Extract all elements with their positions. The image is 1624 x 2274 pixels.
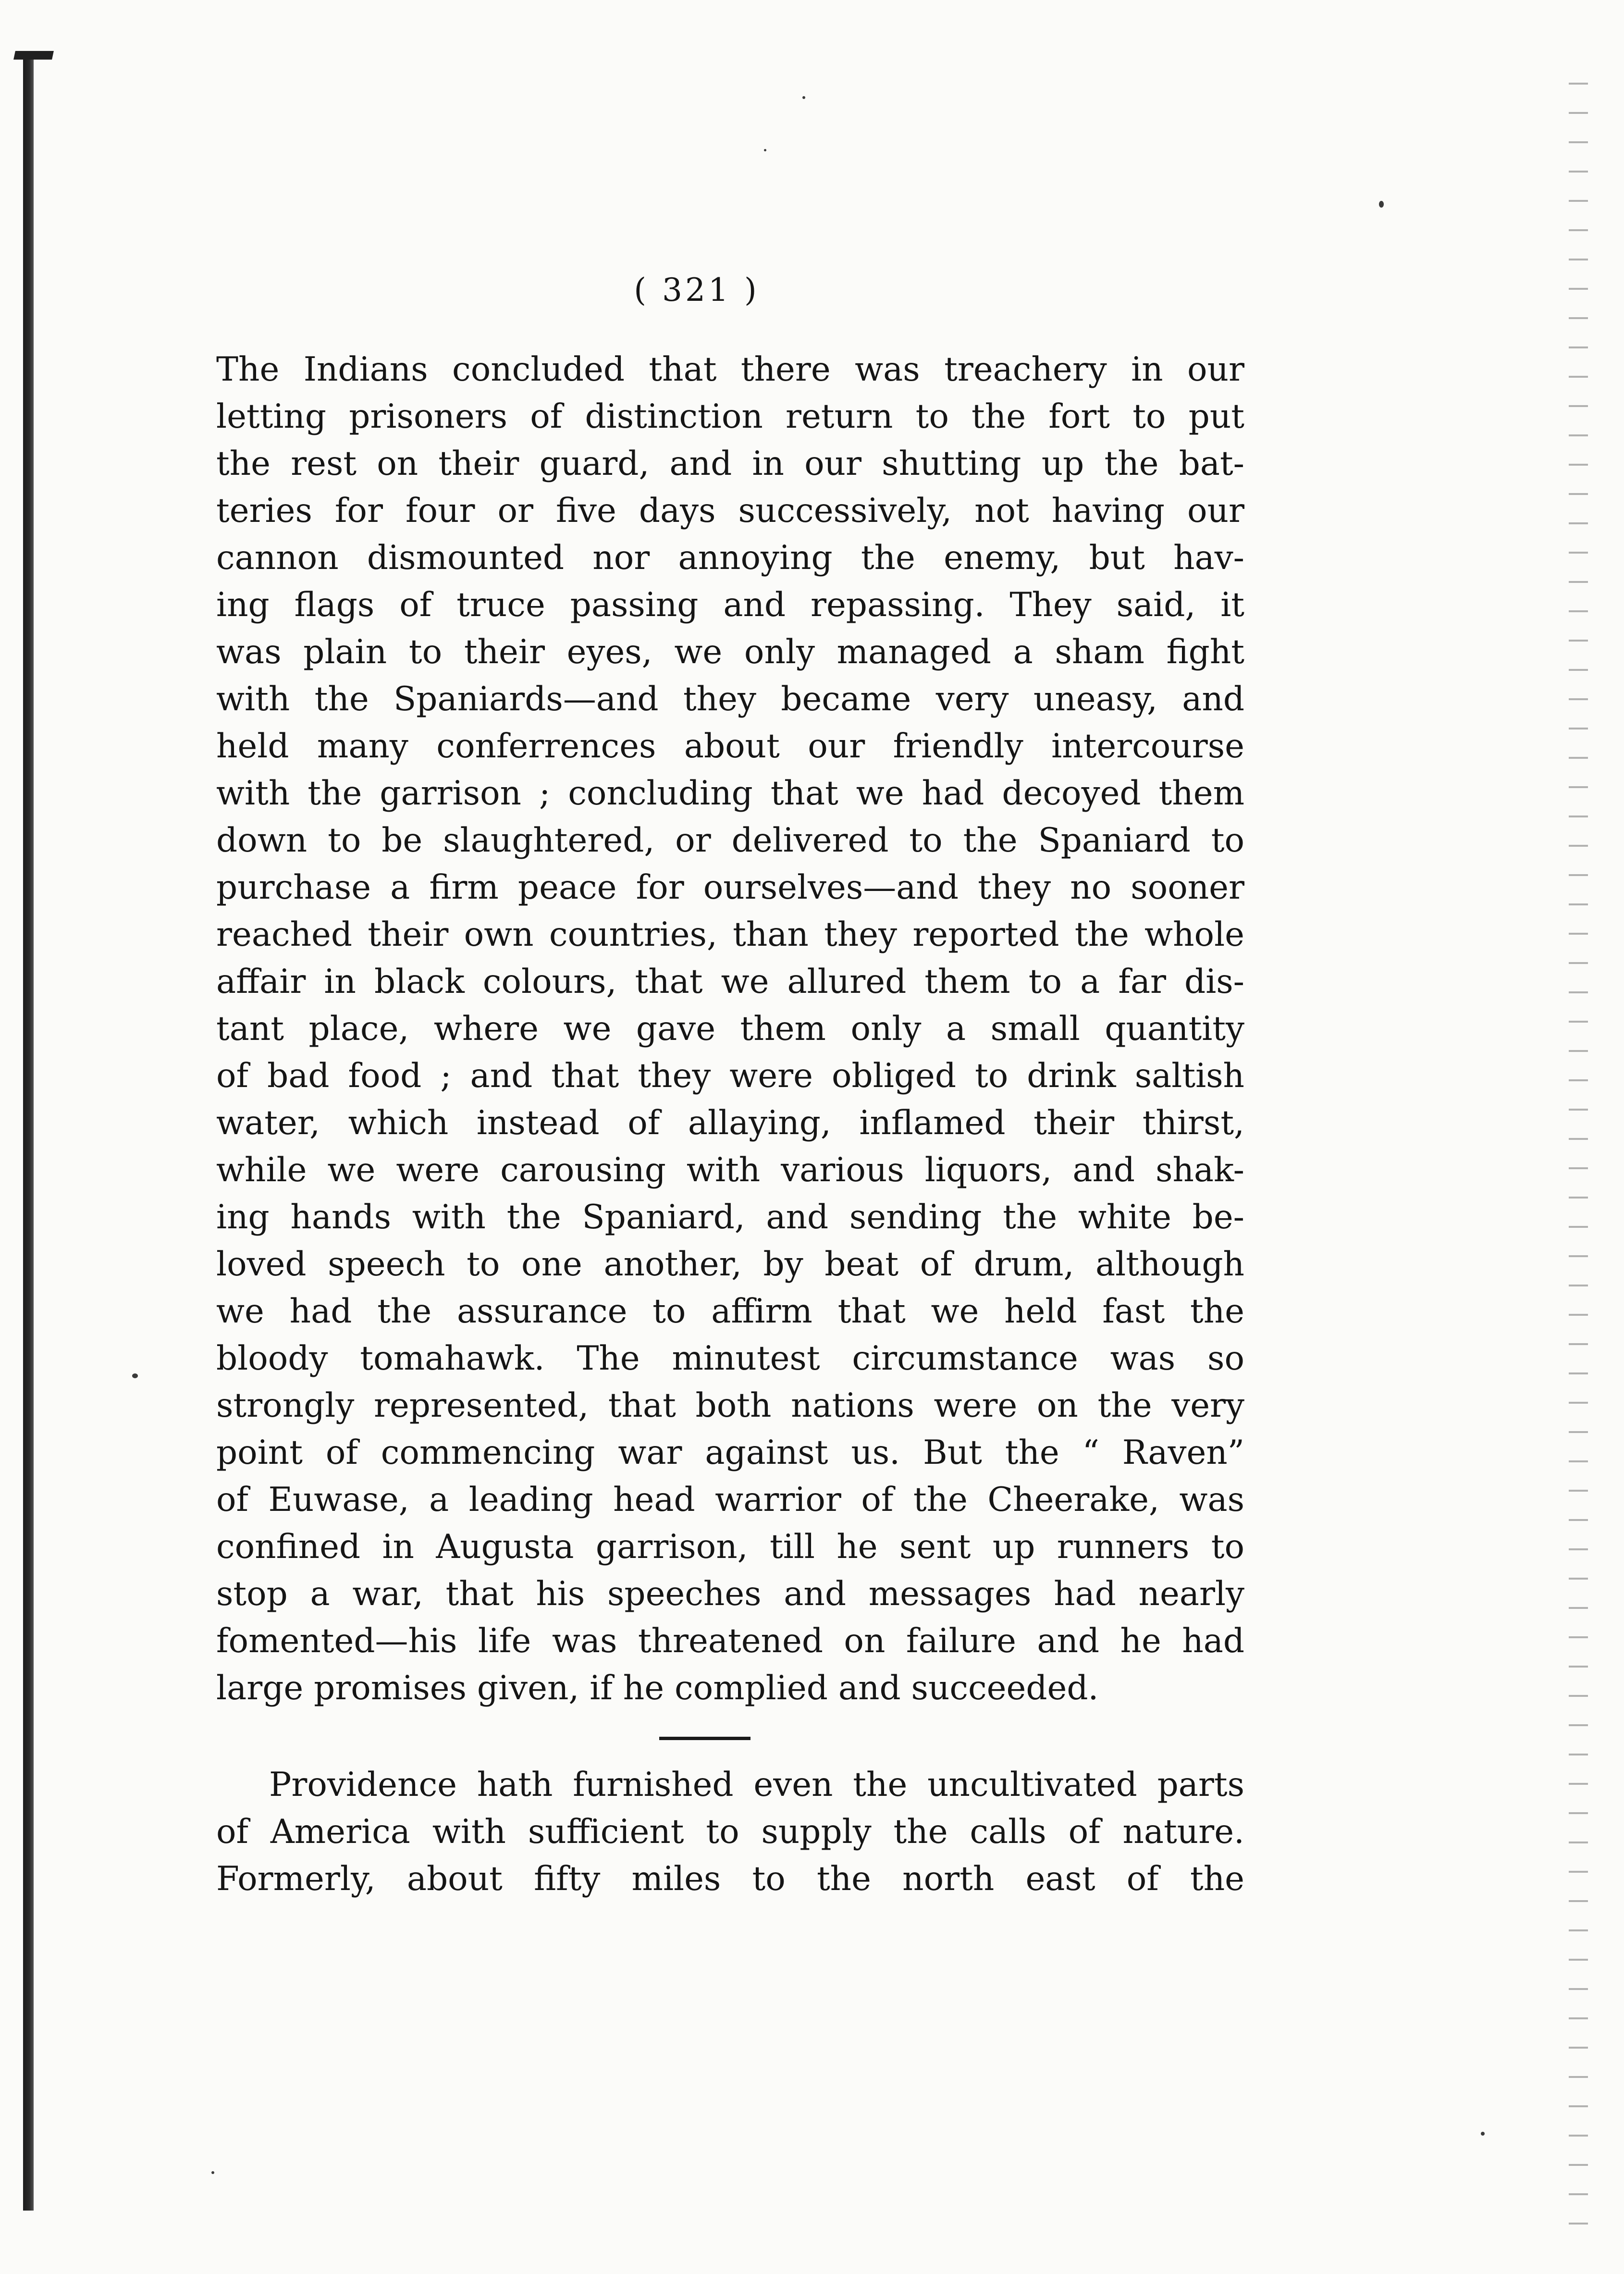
text-line: ing hands with the Spaniard, and sending the white be-: [216, 1198, 1244, 1236]
body-paragraph-2: [216, 1761, 1244, 1903]
text-line: letting prisoners of distinction return to the fort to put: [216, 397, 1244, 436]
text-line: we had the assurance to affirm that we held fast the: [216, 1292, 1244, 1331]
text-line: purchase a firm peace for ourselves—and they no sooner: [216, 868, 1244, 907]
scan-speck: [132, 1373, 138, 1378]
text-line: tant place, where we gave them only a small quantity: [216, 1010, 1244, 1048]
text-line: with the Spaniards—and they became very uneasy, and: [216, 680, 1244, 718]
text-line: cannon dismounted nor annoying the enemy, but hav-: [216, 539, 1244, 577]
page-number: ( 321 ): [634, 272, 760, 309]
text-line: down to be slaughtered, or delivered to the Spaniard to: [216, 821, 1244, 860]
text-line: affair in black colours, that we allured them to a far dis-: [216, 963, 1244, 1001]
text-line: held many conferrences about our friendly intercourse: [216, 727, 1244, 766]
text-line: Providence hath furnished even the uncultivated parts: [269, 1766, 1244, 1804]
scan-speck: [1379, 201, 1384, 208]
text-line: large promises given, if he complied and succeeded.: [216, 1669, 1099, 1707]
text-line: The Indians concluded that there was treachery in our: [216, 350, 1244, 389]
text-line: bloody tomahawk. The minutest circumstance was so: [216, 1339, 1244, 1378]
text-line: loved speech to one another, by beat of drum, although: [216, 1245, 1244, 1284]
text-line: stop a war, that his speeches and messages had nearly: [216, 1575, 1244, 1613]
text-line: teries for four or five days successively, not having our: [216, 492, 1244, 530]
scan-speck: [1481, 2132, 1485, 2136]
scan-edge-artifact: [1569, 72, 1588, 2235]
scan-speck: [211, 2171, 214, 2174]
text-line: of America with sufficient to supply the calls of nature.: [216, 1813, 1244, 1851]
text-line: while we were carousing with various liquors, and shak-: [216, 1151, 1244, 1189]
section-divider-rule: [659, 1737, 750, 1740]
text-line: fomented—his life was threatened on failure and he had: [216, 1622, 1244, 1660]
text-line: ing flags of truce passing and repassing. They said, it: [216, 586, 1244, 624]
text-line: was plain to their eyes, we only managed a sham fight: [216, 633, 1244, 671]
text-line: confined in Augusta garrison, till he sent up runners to: [216, 1528, 1244, 1566]
text-line: reached their own countries, than they reported the whole: [216, 915, 1244, 954]
scan-speck: [764, 149, 766, 151]
text-line: water, which instead of allaying, inflamed their thirst,: [216, 1104, 1244, 1142]
page-binding-mark: [13, 51, 54, 60]
text-line: point of commencing war against us. But the “ Raven”: [216, 1434, 1244, 1472]
text-line: the rest on their guard, and in our shutting up the bat-: [216, 445, 1244, 483]
body-paragraph-1: [216, 346, 1244, 1712]
scan-speck: [802, 96, 805, 99]
text-line: with the garrison ; concluding that we had decoyed them: [216, 774, 1244, 813]
text-line: strongly represented, that both nations were on the very: [216, 1386, 1244, 1425]
page-binding-edge: [23, 58, 34, 2211]
text-line: of Euwase, a leading head warrior of the Cheerake, was: [216, 1481, 1244, 1519]
text-line: of bad food ; and that they were obliged to drink saltish: [216, 1057, 1244, 1095]
text-line: Formerly, about fifty miles to the north east of the: [216, 1860, 1244, 1898]
